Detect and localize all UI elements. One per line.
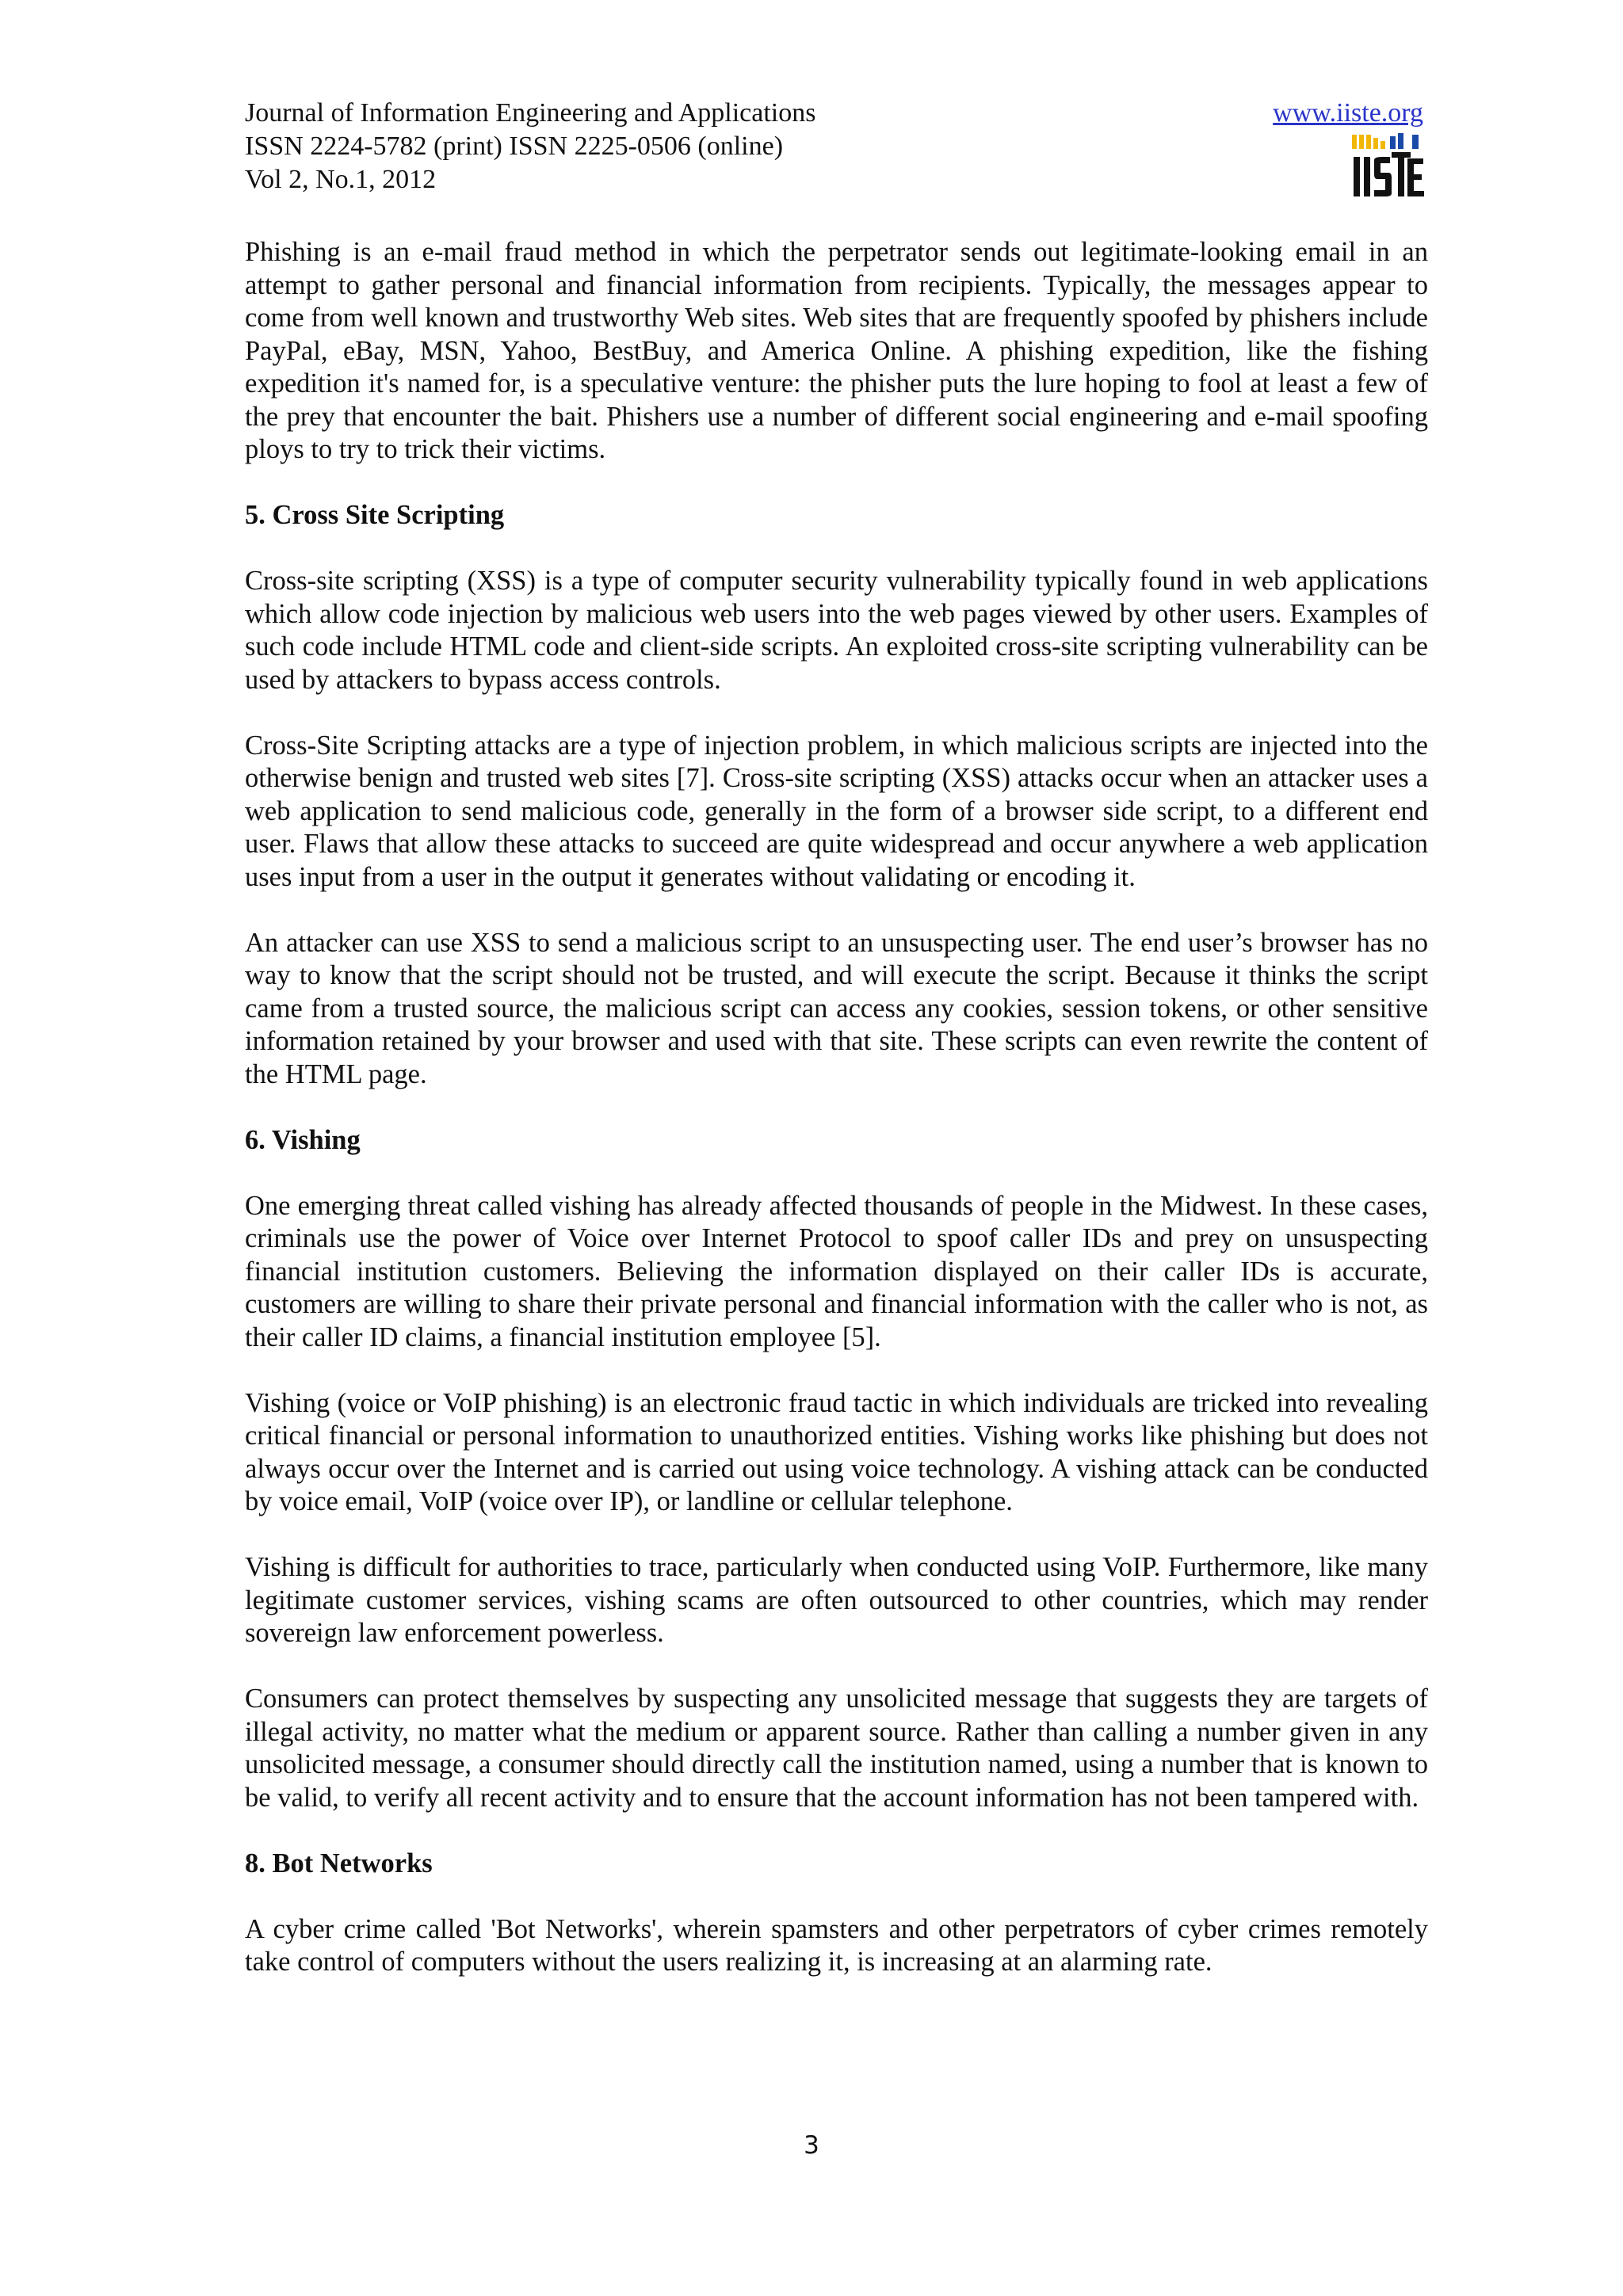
article-body: [245, 236, 1428, 2012]
xss-paragraph-1: Cross-site scripting (XSS) is a type of computer security vulnerability typically found in web applications which allow code injection by malicious web users into the web pages viewed by other users. Examples of such code include HTML code and client-side scripts. An exploited cross-site scripting vulnerability can be used by attackers to bypass access controls.: [245, 566, 1428, 695]
iiste-logo-icon: [1350, 133, 1426, 200]
section-heading-xss: 5. Cross Site Scripting: [245, 500, 505, 530]
page-header: [245, 97, 1428, 208]
bot-networks-paragraph-1: A cyber crime called 'Bot Networks', wherein spamsters and other perpetrators of cyber crimes remotely take control of computers without the users realizing it, is increasing at an alarming rate.: [245, 1913, 1428, 1977]
journal-info: [245, 97, 815, 196]
xss-paragraph-3: An attacker can use XSS to send a malicious script to an unsuspecting user. The end user’s browser has no way to know that the script should not be trusted, and will execute the script. Because it thinks the script came from a trusted source, the malicious script can access any cookies, session tokens, or other sensitive information retained by your browser and used with that site. These scripts can even rewrite the content of the HTML page.: [245, 927, 1428, 1089]
vishing-paragraph-4: Consumers can protect themselves by suspecting any unsolicited message that suggests they are targets of illegal activity, no matter what the medium or apparent source. Rather than calling a number given in any unsolicited message, a consumer should directly call the institution named, using a number that is known to be valid, to verify all recent activity and to ensure that the account information has not been tampered with.: [245, 1684, 1428, 1813]
vishing-paragraph-2: Vishing (voice or VoIP phishing) is an electronic fraud tactic in which individuals are tricked into revealing critical financial or personal information to unauthorized entities. Vishing works like phishing but does not always occur over the Internet and is carried out using voice technology. A vishing attack can be conducted by voice email, VoIP (voice over IP), or landline or cellular telephone.: [245, 1387, 1428, 1516]
volume-line: Vol 2, No.1, 2012: [245, 165, 437, 194]
page-number: 3: [804, 2131, 819, 2160]
vishing-paragraph-1: One emerging threat called vishing has already affected thousands of people in the Midwest. In these cases, criminals use the power of Voice over Internet Protocol to spoof caller IDs and prey on unsuspecting financial institution customers. Believing the information displayed on their caller IDs is accurate, customers are willing to share their private personal and financial information with the caller who is not, as their caller ID claims, a financial institution employee [5].: [245, 1190, 1428, 1352]
section-heading-vishing: 6. Vishing: [245, 1124, 361, 1155]
intro-paragraph: Phishing is an e-mail fraud method in which the perpetrator sends out legitimate-looking email in an attempt to gather personal and financial information from recipients. Typically, the messages appear to come from well known and trustworthy Web sites. Web sites that are frequently spoofed by phishers include PayPal, eBay, MSN, Yahoo, BestBuy, and America Online. A phishing expedition, like the fishing expedition it's named for, is a speculative venture: the phisher puts the lure hoping to fool at least a few of the prey that encounter the bait. Phishers use a number of different social engineering and e-mail spoofing ploys to try to trick their victims.: [245, 237, 1428, 464]
section-heading-bot-networks: 8. Bot Networks: [245, 1848, 433, 1878]
issn-line: ISSN 2224-5782 (print) ISSN 2225-0506 (online): [245, 132, 784, 161]
journal-title: Journal of Information Engineering and Applications: [245, 98, 816, 128]
xss-paragraph-2: Cross-Site Scripting attacks are a type of injection problem, in which malicious scripts are injected into the otherwise benign and trusted web sites [7]. Cross-site scripting (XSS) attacks occur when an attacker uses a web application to send malicious code, generally in the form of a browser side script, to a different end user. Flaws that allow these attacks to succeed are quite widespread and occur anywhere a web application uses input from a user in the output it generates without validating or encoding it.: [245, 730, 1428, 892]
vishing-paragraph-3: Vishing is difficult for authorities to trace, particularly when conducted using VoIP. Furthermore, like many legitimate customer services, vishing scams are often outsourced to other countries, which may render sovereign law enforcement powerless.: [245, 1552, 1428, 1648]
website-link[interactable]: www.iiste.org: [1273, 98, 1423, 128]
